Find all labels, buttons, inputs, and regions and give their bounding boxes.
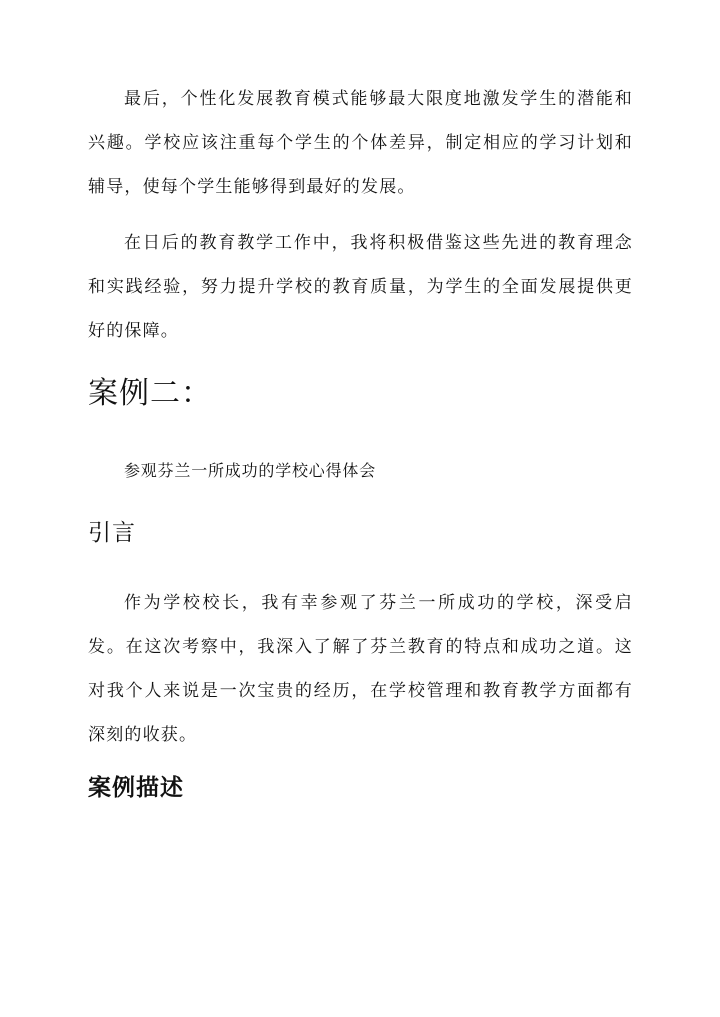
paragraph-introduction: 作为学校校长，我有幸参观了芬兰一所成功的学校，深受启发。在这次考察中，我深入了解了芬兰教育的特点和成功之道。这对我个人来说是一次宝贵的经历，在学校管理和教育教学方面都有深刻的收获。 bbox=[88, 593, 633, 745]
heading-case-description: 案例描述 bbox=[88, 774, 184, 801]
paragraph-personalized-education: 最后，个性化发展教育模式能够最大限度地激发学生的潜能和兴趣。学校应该注重每个学生的个体差异，制定相应的学习计划和辅导，使每个学生能够得到最好的发展。 bbox=[88, 89, 633, 197]
heading-case-two: 案例二： bbox=[88, 376, 212, 411]
heading-introduction: 引言 bbox=[88, 520, 136, 546]
paragraph-future-work: 在日后的教育教学工作中，我将积极借鉴这些先进的教育理念和实践经验，努力提升学校的教育质量，为学生的全面发展提供更好的保障。 bbox=[88, 233, 633, 341]
case-subtitle: 参观芬兰一所成功的学校心得体会 bbox=[124, 461, 377, 480]
